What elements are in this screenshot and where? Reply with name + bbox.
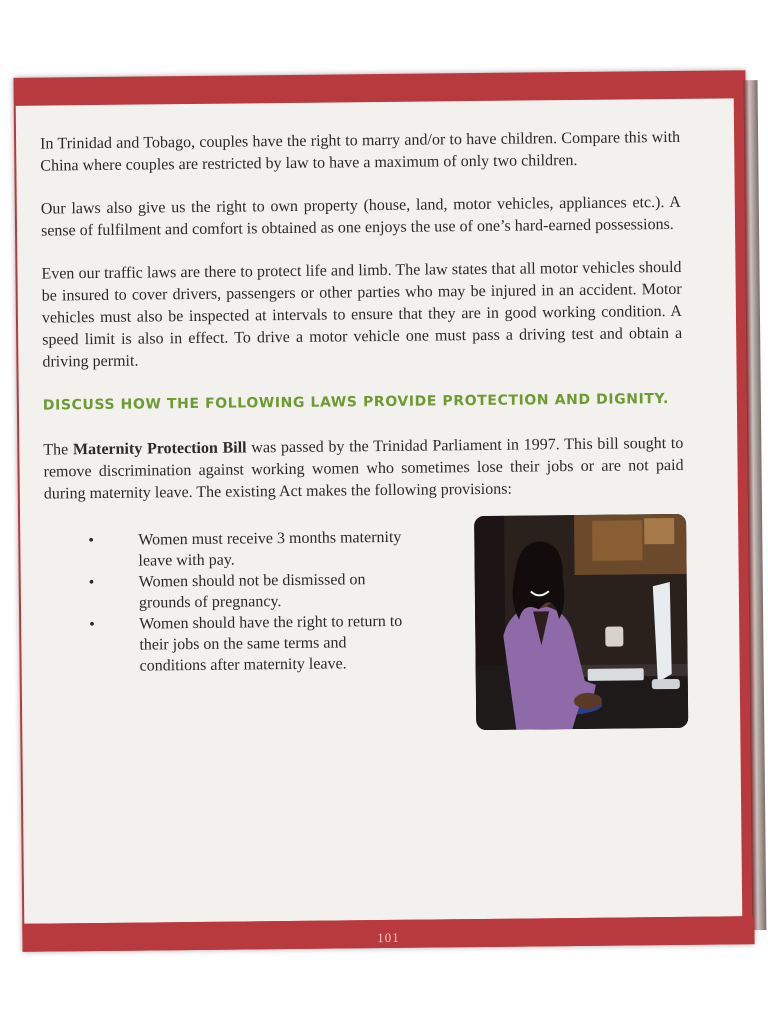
- photo-illustration: [474, 514, 688, 730]
- provision-text: Women should have the right to return to their jobs on the same terms and conditions after maternity leave.: [139, 612, 403, 675]
- list-item: [89, 569, 409, 614]
- bullet-icon: •: [88, 574, 95, 592]
- list-item: [88, 527, 408, 572]
- paragraph-maternity: [43, 433, 684, 506]
- maternity-rest: was passed by the Trinidad Parliament in 1997. This bill sought to remove discrimination against working women who sometimes lose their jobs or are not paid during maternity leave. The existing Act makes the following provisions:: [43, 434, 684, 503]
- woman-at-computer-photo: [474, 514, 688, 730]
- section-heading: DISCUSS HOW THE FOLLOWING LAWS PROVIDE PROTECTION AND DIGNITY.: [42, 391, 669, 414]
- paragraph-property: Our laws also give us the right to own property (house, land, motor vehicles, appliances etc.). A sense of fulfilment and comfort is obtained as one enjoys the use of one’s hard-earned possessions.: [40, 193, 681, 240]
- provisions-list: [88, 527, 410, 677]
- provision-text: Women should not be dismissed on grounds of pregnancy.: [138, 571, 366, 612]
- page-number: 101: [377, 929, 400, 946]
- page-paper: [16, 98, 743, 923]
- page-content: [40, 127, 686, 747]
- provision-text: Women must receive 3 months maternity leave with pay.: [138, 528, 402, 570]
- book-page-photo: [13, 70, 754, 952]
- provisions-area: [44, 520, 686, 747]
- page-edge: [744, 80, 767, 930]
- bullet-icon: •: [89, 616, 95, 634]
- maternity-lead: The: [43, 441, 69, 459]
- maternity-bill-name: Maternity Protection Bill: [72, 439, 247, 459]
- paragraph-traffic: Even our traffic laws are there to protect life and limb. The law states that all motor vehicles should be insured to cover drivers, passengers or other parties who may be injured in an accident. Motor vehicles must also be inspected at intervals to ensure that they are in good working condition. A speed limit is also in effect. To drive a motor vehicle one must pass a driving test and obtain a driving permit.: [41, 258, 683, 371]
- list-item: [89, 611, 410, 677]
- paragraph-marriage: In Trinidad and Tobago, couples have the right to marry and/or to have children. Compare this with China where couples are restricted by law to have a maximum of only two children.: [40, 128, 681, 175]
- bullet-icon: •: [88, 532, 94, 550]
